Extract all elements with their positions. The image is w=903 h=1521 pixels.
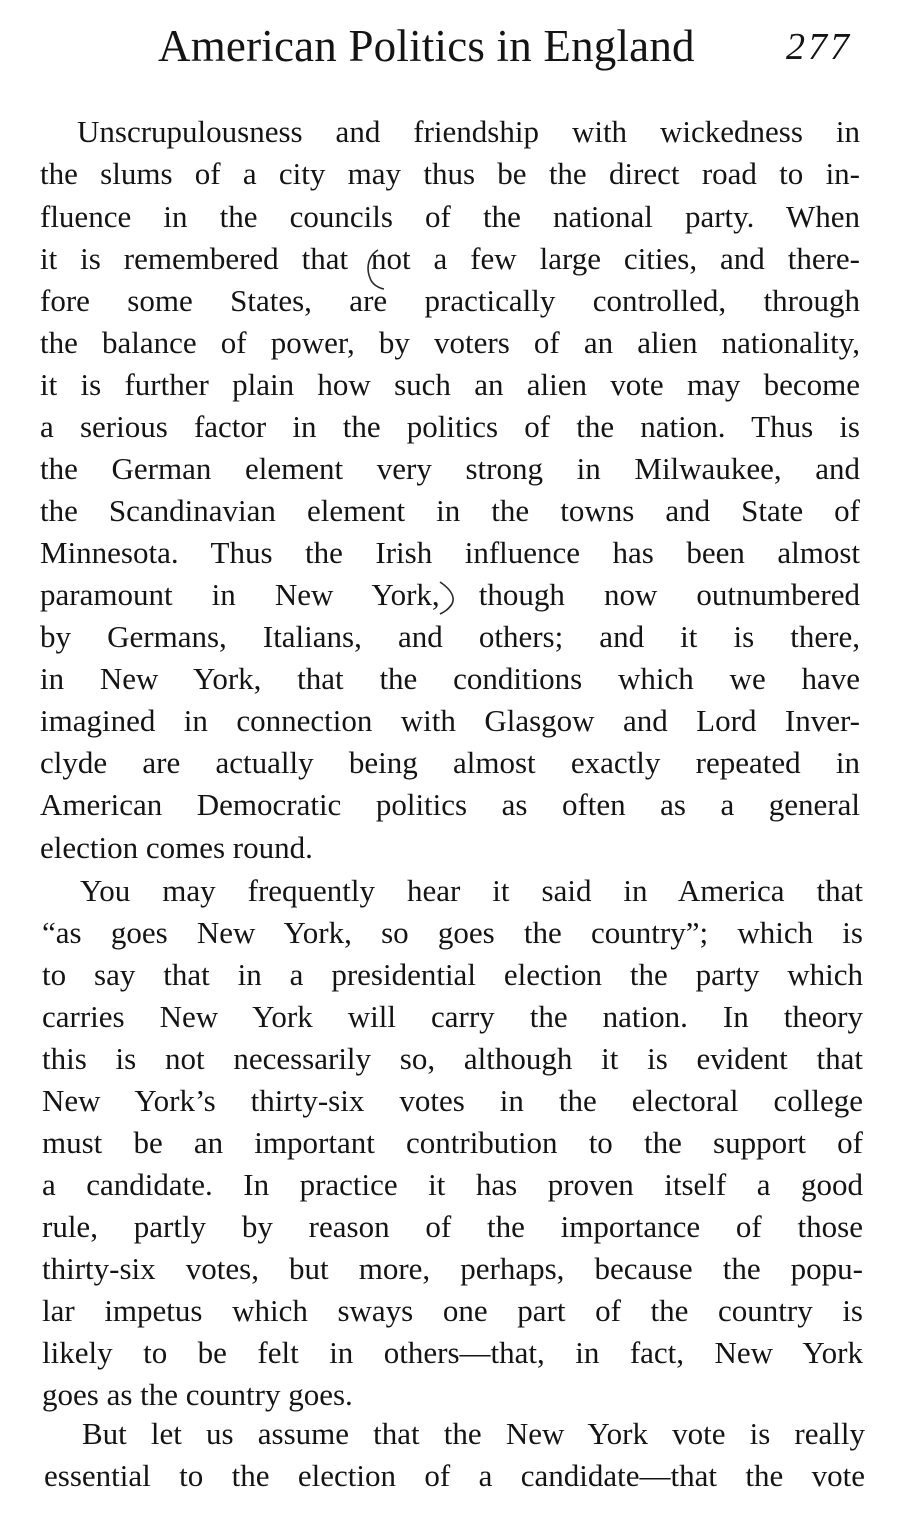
- running-title: American Politics in England: [158, 21, 695, 71]
- text-line: likely to be felt in others—that, in fact, New York: [42, 1335, 863, 1370]
- text-line: by Germans, Italians, and others; and it is there,: [40, 619, 860, 654]
- text-line: the German element very strong in Milwaukee, and: [40, 451, 860, 486]
- text-line: the Scandinavian element in the towns and State of: [40, 493, 860, 528]
- text-line: fluence in the councils of the national party. When: [40, 199, 860, 234]
- text-line: it is further plain how such an alien vote may become: [40, 367, 860, 402]
- text-line: rule, partly by reason of the importance of those: [42, 1209, 863, 1244]
- text-line: thirty-six votes, but more, perhaps, because the popu-: [42, 1251, 863, 1286]
- text-line: it is remembered that not a few large cities, and there-: [40, 241, 860, 276]
- text-line: clyde are actually being almost exactly repeated in: [40, 745, 860, 780]
- text-line: Minnesota. Thus the Irish influence has been almost: [40, 535, 860, 570]
- text-line: You may frequently hear it said in America that: [80, 873, 863, 908]
- text-line: “as goes New York, so goes the country”; which is: [42, 915, 863, 950]
- text-line: in New York, that the conditions which we have: [40, 661, 860, 696]
- text-line: the balance of power, by voters of an alien nationality,: [40, 325, 860, 360]
- text-line: a serious factor in the politics of the nation. Thus is: [40, 409, 860, 444]
- text-line: lar impetus which sways one part of the country is: [42, 1293, 863, 1328]
- text-line: imagined in connection with Glasgow and Lord Inver-: [40, 703, 860, 738]
- text-line: to say that in a presidential election the party which: [42, 957, 863, 992]
- page-number: 277: [786, 26, 852, 68]
- text-line: paramount in New York, though now outnumbered: [40, 577, 860, 612]
- text-line: election comes round.: [40, 830, 313, 865]
- text-line: fore some States, are practically controlled, through: [40, 283, 860, 318]
- text-line: Unscrupulousness and friendship with wickedness in: [77, 114, 860, 149]
- text-line: this is not necessarily so, although it is evident that: [42, 1041, 863, 1076]
- text-line: the slums of a city may thus be the direct road to in-: [40, 156, 860, 191]
- text-line: essential to the election of a candidate—that the vote: [44, 1458, 865, 1493]
- text-line: must be an important contribution to the support of: [42, 1125, 863, 1160]
- text-line: carries New York will carry the nation. In theory: [42, 999, 863, 1034]
- text-line: goes as the country goes.: [42, 1377, 353, 1412]
- text-line: New York’s thirty-six votes in the electoral college: [42, 1083, 863, 1118]
- text-line: But let us assume that the New York vote is really: [82, 1416, 865, 1451]
- text-line: American Democratic politics as often as a general: [40, 787, 860, 822]
- text-line: a candidate. In practice it has proven itself a good: [42, 1167, 863, 1202]
